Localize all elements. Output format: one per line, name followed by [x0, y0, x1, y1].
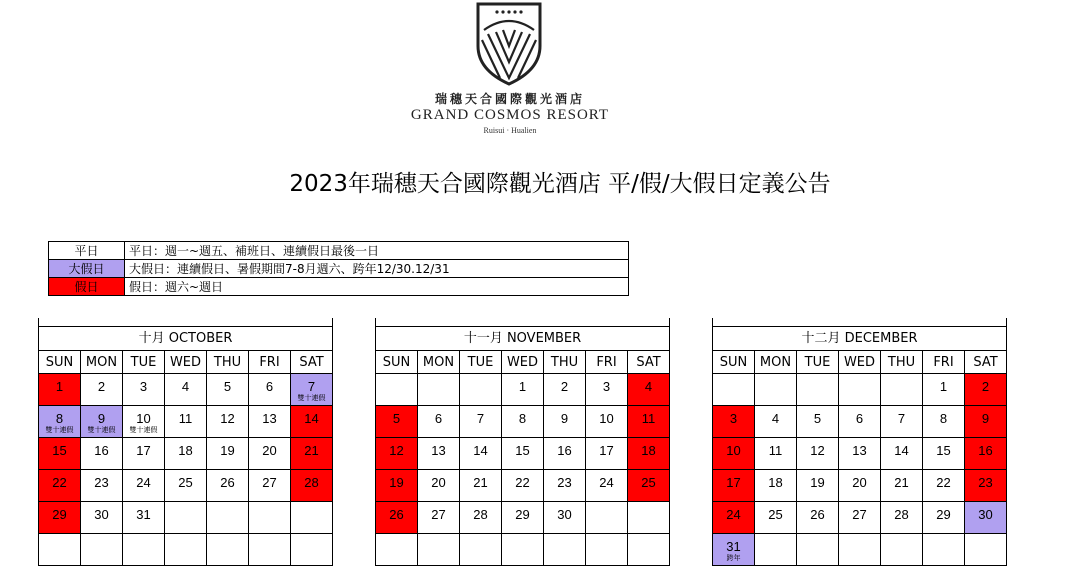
empty-day-cell: [123, 534, 165, 566]
day-cell: [81, 470, 123, 502]
day-cell: [123, 438, 165, 470]
day-number: 13: [262, 411, 277, 426]
day-cell: [249, 406, 291, 438]
day-number: 25: [178, 475, 193, 490]
day-cell: [965, 406, 1007, 438]
day-cell: [755, 438, 797, 470]
day-number: 4: [644, 379, 653, 394]
day-number: 15: [936, 443, 951, 458]
day-cell: [965, 438, 1007, 470]
day-cell: [165, 374, 207, 406]
day-number: 4: [771, 411, 780, 426]
day-cell: [713, 406, 755, 438]
day-number: 10: [599, 411, 614, 426]
empty-day-cell: [586, 534, 628, 566]
weekday-header-row: [376, 351, 670, 374]
legend-row-major-holiday: [49, 260, 629, 278]
day-cell: [291, 406, 333, 438]
day-number: 11: [641, 411, 656, 426]
legend-table: [48, 241, 629, 296]
weekday-header: TUE: [797, 351, 839, 374]
day-number: 31: [726, 539, 741, 554]
day-cell: [881, 438, 923, 470]
day-cell: [839, 502, 881, 534]
day-number: 7: [897, 411, 906, 426]
day-number: 13: [431, 443, 446, 458]
week-row: [39, 534, 333, 566]
day-number: 27: [852, 507, 867, 522]
weekday-header: SAT: [965, 351, 1007, 374]
day-cell: [376, 470, 418, 502]
day-number: 18: [768, 475, 783, 490]
day-cell: [797, 438, 839, 470]
day-number: 16: [557, 443, 572, 458]
brand-name-english: GRAND COSMOS RESORT: [410, 107, 610, 123]
day-cell: [839, 406, 881, 438]
day-cell: [586, 438, 628, 470]
legend-row-holiday: [49, 278, 629, 296]
day-number: 5: [223, 379, 232, 394]
day-cell: [460, 470, 502, 502]
day-cell: [207, 438, 249, 470]
resort-emblem-icon: [470, 0, 548, 88]
day-number: 8: [939, 411, 948, 426]
day-number: 8: [55, 411, 64, 426]
day-cell: [713, 502, 755, 534]
day-cell: [755, 406, 797, 438]
week-row: [713, 470, 1007, 502]
empty-day-cell: [460, 534, 502, 566]
day-number: 27: [262, 475, 277, 490]
day-number: 9: [981, 411, 990, 426]
day-cell: [123, 470, 165, 502]
day-number: 17: [136, 443, 151, 458]
empty-day-cell: [291, 502, 333, 534]
legend-description: 大假日：連續假日、暑假期間7-8月週六、跨年12/30.12/31: [125, 260, 629, 278]
brand-location: Ruisui · Hualien: [483, 126, 537, 135]
day-cell: [628, 374, 670, 406]
empty-day-cell: [165, 534, 207, 566]
month-top-rule: [712, 318, 1007, 326]
empty-day-cell: [544, 534, 586, 566]
weekday-header: THU: [881, 351, 923, 374]
day-cell: [544, 470, 586, 502]
day-number: 14: [304, 411, 319, 426]
day-cell: [376, 438, 418, 470]
day-number: 23: [557, 475, 572, 490]
day-number: 31: [136, 507, 151, 522]
empty-day-cell: [418, 534, 460, 566]
month-grid: [375, 350, 670, 566]
weekday-header: TUE: [460, 351, 502, 374]
day-number: 15: [52, 443, 67, 458]
day-cell: [965, 470, 1007, 502]
day-number: 12: [810, 443, 825, 458]
day-cell: [628, 470, 670, 502]
weekday-header: MON: [81, 351, 123, 374]
day-number: 9: [97, 411, 106, 426]
day-number: 28: [473, 507, 488, 522]
empty-day-cell: [755, 534, 797, 566]
weekday-header: FRI: [249, 351, 291, 374]
empty-day-cell: [165, 502, 207, 534]
day-number: 16: [94, 443, 109, 458]
empty-day-cell: [81, 534, 123, 566]
day-cell: [207, 470, 249, 502]
day-number: 24: [599, 475, 614, 490]
day-cell: [797, 406, 839, 438]
day-number: 6: [855, 411, 864, 426]
day-number: 5: [813, 411, 822, 426]
week-row: [376, 438, 670, 470]
day-number: 29: [936, 507, 951, 522]
day-cell: [797, 470, 839, 502]
empty-day-cell: [839, 374, 881, 406]
empty-day-cell: [418, 374, 460, 406]
weekday-header: THU: [207, 351, 249, 374]
day-number: 26: [220, 475, 235, 490]
week-row: [713, 438, 1007, 470]
day-number: 2: [97, 379, 106, 394]
day-cell: [502, 502, 544, 534]
day-number: 12: [389, 443, 404, 458]
day-cell: [165, 470, 207, 502]
empty-day-cell: [376, 374, 418, 406]
day-number: 19: [810, 475, 825, 490]
day-number: 20: [262, 443, 277, 458]
weekday-header: WED: [502, 351, 544, 374]
empty-day-cell: [502, 534, 544, 566]
day-number: 28: [894, 507, 909, 522]
day-cell: [586, 406, 628, 438]
legend-description: 假日：週六~週日: [125, 278, 629, 296]
day-number: 10: [726, 443, 741, 458]
week-row: [713, 534, 1007, 566]
day-note: 雙十連假: [297, 395, 326, 402]
day-cell: [797, 502, 839, 534]
day-number: 24: [136, 475, 151, 490]
legend-row-weekday: [49, 242, 629, 260]
day-cell: [923, 470, 965, 502]
day-cell: [628, 406, 670, 438]
empty-day-cell: [797, 374, 839, 406]
weekday-header: MON: [418, 351, 460, 374]
week-row: [376, 502, 670, 534]
day-cell: [881, 502, 923, 534]
day-number: 7: [307, 379, 316, 394]
day-number: 6: [434, 411, 443, 426]
week-row: [39, 374, 333, 406]
day-cell: [923, 502, 965, 534]
day-number: 26: [389, 507, 404, 522]
day-cell: [923, 438, 965, 470]
week-row: [713, 502, 1007, 534]
month-name: 十一月 NOVEMBER: [375, 326, 670, 350]
day-cell: [39, 406, 81, 438]
weekday-header: MON: [755, 351, 797, 374]
day-number: 30: [978, 507, 993, 522]
day-cell: [713, 534, 755, 566]
empty-day-cell: [39, 534, 81, 566]
empty-day-cell: [713, 374, 755, 406]
month-top-rule: [375, 318, 670, 326]
week-row: [39, 470, 333, 502]
day-number: 3: [729, 411, 738, 426]
month-calendar-december: [712, 318, 1007, 566]
day-number: 8: [518, 411, 527, 426]
empty-day-cell: [797, 534, 839, 566]
day-cell: [165, 406, 207, 438]
day-cell: [123, 502, 165, 534]
day-cell: [165, 438, 207, 470]
legend-description: 平日：週一~週五、補班日、連續假日最後一日: [125, 242, 629, 260]
day-number: 2: [560, 379, 569, 394]
week-row: [376, 406, 670, 438]
day-cell: [376, 502, 418, 534]
day-cell: [502, 470, 544, 502]
empty-day-cell: [755, 374, 797, 406]
day-cell: [544, 502, 586, 534]
empty-day-cell: [207, 502, 249, 534]
brand-name-chinese: 瑞穗天合國際觀光酒店: [434, 92, 585, 106]
legend-key: 大假日: [49, 260, 125, 278]
day-cell: [123, 374, 165, 406]
day-cell: [207, 406, 249, 438]
day-number: 3: [602, 379, 611, 394]
day-cell: [376, 406, 418, 438]
day-number: 17: [599, 443, 614, 458]
day-cell: [586, 374, 628, 406]
day-cell: [965, 502, 1007, 534]
day-cell: [291, 470, 333, 502]
day-number: 11: [178, 411, 193, 426]
day-cell: [249, 374, 291, 406]
day-number: 13: [852, 443, 867, 458]
day-cell: [881, 470, 923, 502]
weekday-header: SAT: [628, 351, 670, 374]
day-number: 29: [515, 507, 530, 522]
day-number: 22: [52, 475, 67, 490]
month-grid: [712, 350, 1007, 566]
day-number: 25: [768, 507, 783, 522]
month-grid: [38, 350, 333, 566]
day-number: 7: [476, 411, 485, 426]
empty-day-cell: [291, 534, 333, 566]
day-number: 10: [136, 411, 151, 426]
day-number: 29: [52, 507, 67, 522]
day-number: 14: [473, 443, 488, 458]
day-cell: [755, 470, 797, 502]
day-cell: [123, 406, 165, 438]
day-number: 23: [978, 475, 993, 490]
day-cell: [881, 406, 923, 438]
weekday-header: SUN: [713, 351, 755, 374]
day-cell: [502, 374, 544, 406]
day-number: 23: [94, 475, 109, 490]
day-number: 14: [894, 443, 909, 458]
day-number: 27: [431, 507, 446, 522]
empty-day-cell: [249, 534, 291, 566]
week-row: [713, 374, 1007, 406]
day-cell: [755, 502, 797, 534]
empty-day-cell: [460, 374, 502, 406]
day-cell: [839, 438, 881, 470]
week-row: [376, 470, 670, 502]
legend-key: 假日: [49, 278, 125, 296]
day-cell: [81, 502, 123, 534]
weekday-header: TUE: [123, 351, 165, 374]
day-cell: [291, 438, 333, 470]
day-number: 21: [894, 475, 909, 490]
empty-day-cell: [881, 374, 923, 406]
day-cell: [544, 374, 586, 406]
day-number: 20: [852, 475, 867, 490]
week-row: [39, 406, 333, 438]
day-number: 24: [726, 507, 741, 522]
day-number: 26: [810, 507, 825, 522]
day-number: 17: [726, 475, 741, 490]
page-title: 2023年瑞穗天合國際觀光酒店 平/假/大假日定義公告: [289, 171, 831, 197]
day-note: 跨年: [726, 555, 741, 562]
day-cell: [291, 374, 333, 406]
empty-day-cell: [376, 534, 418, 566]
day-number: 18: [641, 443, 656, 458]
day-cell: [39, 470, 81, 502]
day-number: 6: [265, 379, 274, 394]
empty-day-cell: [839, 534, 881, 566]
weekday-header: SUN: [376, 351, 418, 374]
day-number: 5: [392, 411, 401, 426]
day-number: 15: [515, 443, 530, 458]
weekday-header-row: [713, 351, 1007, 374]
day-number: 1: [939, 379, 948, 394]
empty-day-cell: [249, 502, 291, 534]
day-cell: [544, 438, 586, 470]
day-number: 21: [304, 443, 319, 458]
day-cell: [502, 406, 544, 438]
week-row: [376, 374, 670, 406]
day-cell: [923, 374, 965, 406]
day-cell: [207, 374, 249, 406]
day-cell: [418, 406, 460, 438]
weekday-header: WED: [165, 351, 207, 374]
day-cell: [418, 438, 460, 470]
month-calendar-october: [38, 318, 333, 566]
day-number: 21: [473, 475, 488, 490]
day-note: 雙十連假: [87, 427, 116, 434]
day-number: 22: [515, 475, 530, 490]
day-cell: [544, 406, 586, 438]
day-cell: [81, 438, 123, 470]
day-cell: [839, 470, 881, 502]
empty-day-cell: [628, 534, 670, 566]
day-cell: [460, 502, 502, 534]
day-cell: [460, 438, 502, 470]
day-cell: [713, 470, 755, 502]
weekday-header: SUN: [39, 351, 81, 374]
day-number: 12: [220, 411, 235, 426]
week-row: [376, 534, 670, 566]
day-number: 28: [304, 475, 319, 490]
day-cell: [39, 438, 81, 470]
weekday-header: THU: [544, 351, 586, 374]
day-cell: [586, 470, 628, 502]
day-number: 30: [94, 507, 109, 522]
weekday-header: FRI: [586, 351, 628, 374]
day-cell: [965, 374, 1007, 406]
weekday-header-row: [39, 351, 333, 374]
day-number: 18: [178, 443, 193, 458]
month-name: 十二月 DECEMBER: [712, 326, 1007, 350]
day-number: 3: [139, 379, 148, 394]
weekday-header: WED: [839, 351, 881, 374]
day-cell: [418, 502, 460, 534]
day-cell: [81, 406, 123, 438]
day-cell: [923, 406, 965, 438]
day-number: 19: [389, 475, 404, 490]
day-number: 1: [55, 379, 64, 394]
day-number: 9: [560, 411, 569, 426]
empty-day-cell: [923, 534, 965, 566]
day-number: 16: [978, 443, 993, 458]
empty-day-cell: [965, 534, 1007, 566]
day-cell: [39, 374, 81, 406]
resort-logo: [470, 0, 548, 88]
day-number: 11: [768, 443, 783, 458]
day-number: 20: [431, 475, 446, 490]
week-row: [39, 438, 333, 470]
day-cell: [249, 438, 291, 470]
empty-day-cell: [586, 502, 628, 534]
empty-day-cell: [628, 502, 670, 534]
day-cell: [460, 406, 502, 438]
day-number: 19: [220, 443, 235, 458]
day-number: 22: [936, 475, 951, 490]
legend-key: 平日: [49, 242, 125, 260]
empty-day-cell: [881, 534, 923, 566]
week-row: [39, 502, 333, 534]
day-cell: [628, 438, 670, 470]
month-name: 十月 OCTOBER: [38, 326, 333, 350]
day-cell: [39, 502, 81, 534]
day-number: 1: [518, 379, 527, 394]
day-cell: [81, 374, 123, 406]
empty-day-cell: [207, 534, 249, 566]
month-calendar-november: [375, 318, 670, 566]
weekday-header: FRI: [923, 351, 965, 374]
week-row: [713, 406, 1007, 438]
day-number: 30: [557, 507, 572, 522]
month-top-rule: [38, 318, 333, 326]
day-cell: [249, 470, 291, 502]
day-number: 4: [181, 379, 190, 394]
day-cell: [502, 438, 544, 470]
day-cell: [418, 470, 460, 502]
weekday-header: SAT: [291, 351, 333, 374]
day-note: 雙十連假: [45, 427, 74, 434]
day-note: 雙十連假: [129, 427, 158, 434]
day-number: 2: [981, 379, 990, 394]
day-number: 25: [641, 475, 656, 490]
day-cell: [713, 438, 755, 470]
